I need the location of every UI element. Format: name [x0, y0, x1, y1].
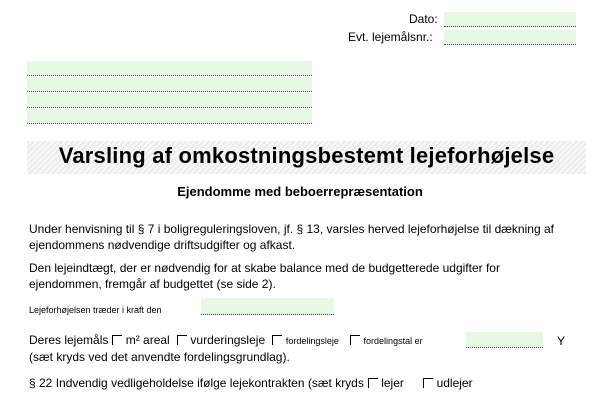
maintenance-text: § 22 Indvendig vedligeholdelse ifølge lejekontrakten (sæt kryds: [29, 376, 364, 390]
landlord-checkbox[interactable]: [423, 378, 433, 388]
address-line-2[interactable]: [27, 77, 312, 92]
intro-paragraph: Under henvisning til § 7 i boligreguleringsloven, jf. § 13, varsles herved lejeforhøjelse til dækning af ejendommens nødvendige driftsudgifter og afkast.: [29, 222, 554, 252]
distribution-rent-checkbox[interactable]: [272, 335, 282, 345]
distribution-note: (sæt kryds ved det anvendte fordelingsgrundlag).: [29, 350, 290, 364]
effective-date-label: Lejeforhøjelsen træder i kraft den: [29, 305, 162, 315]
address-line-1[interactable]: [27, 61, 312, 76]
landlord-label: udlejer: [436, 376, 473, 390]
date-label: Dato:: [409, 12, 438, 26]
page-subtitle: Ejendomme med beboerrepræsentation: [177, 184, 423, 199]
distribution-suffix: Y: [557, 334, 566, 348]
distribution-number-checkbox[interactable]: [350, 335, 360, 345]
tenant-checkbox[interactable]: [368, 378, 378, 388]
distribution-prefix: Deres lejemåls: [29, 333, 109, 347]
date-field[interactable]: [444, 12, 576, 27]
valuation-checkbox[interactable]: [177, 335, 187, 345]
distribution-number-label: fordelingstal er: [363, 336, 423, 346]
address-line-4[interactable]: [27, 109, 312, 124]
lease-number-field[interactable]: [444, 30, 576, 45]
effective-date-field[interactable]: [201, 298, 334, 315]
valuation-label: vurderingsleje: [190, 333, 266, 347]
distribution-rent-label: fordelingsleje: [285, 336, 339, 346]
distribution-row: [29, 333, 423, 347]
budget-paragraph: Den lejeindtægt, der er nødvendig for at skabe balance med de budgetterede udgifter for ejendommen, fremgår af budgettet (se side 2).: [29, 261, 500, 291]
address-line-3[interactable]: [27, 93, 312, 108]
area-checkbox[interactable]: [112, 335, 122, 345]
lease-number-label: Evt. lejemålsnr.:: [348, 30, 433, 44]
distribution-number-field[interactable]: [466, 332, 543, 348]
page-title: Varsling af omkostningsbestemt lejeforhøjelse: [58, 143, 555, 168]
area-label: m² areal: [125, 333, 170, 347]
maintenance-row: [29, 376, 473, 390]
tenant-label: lejer: [381, 376, 404, 390]
